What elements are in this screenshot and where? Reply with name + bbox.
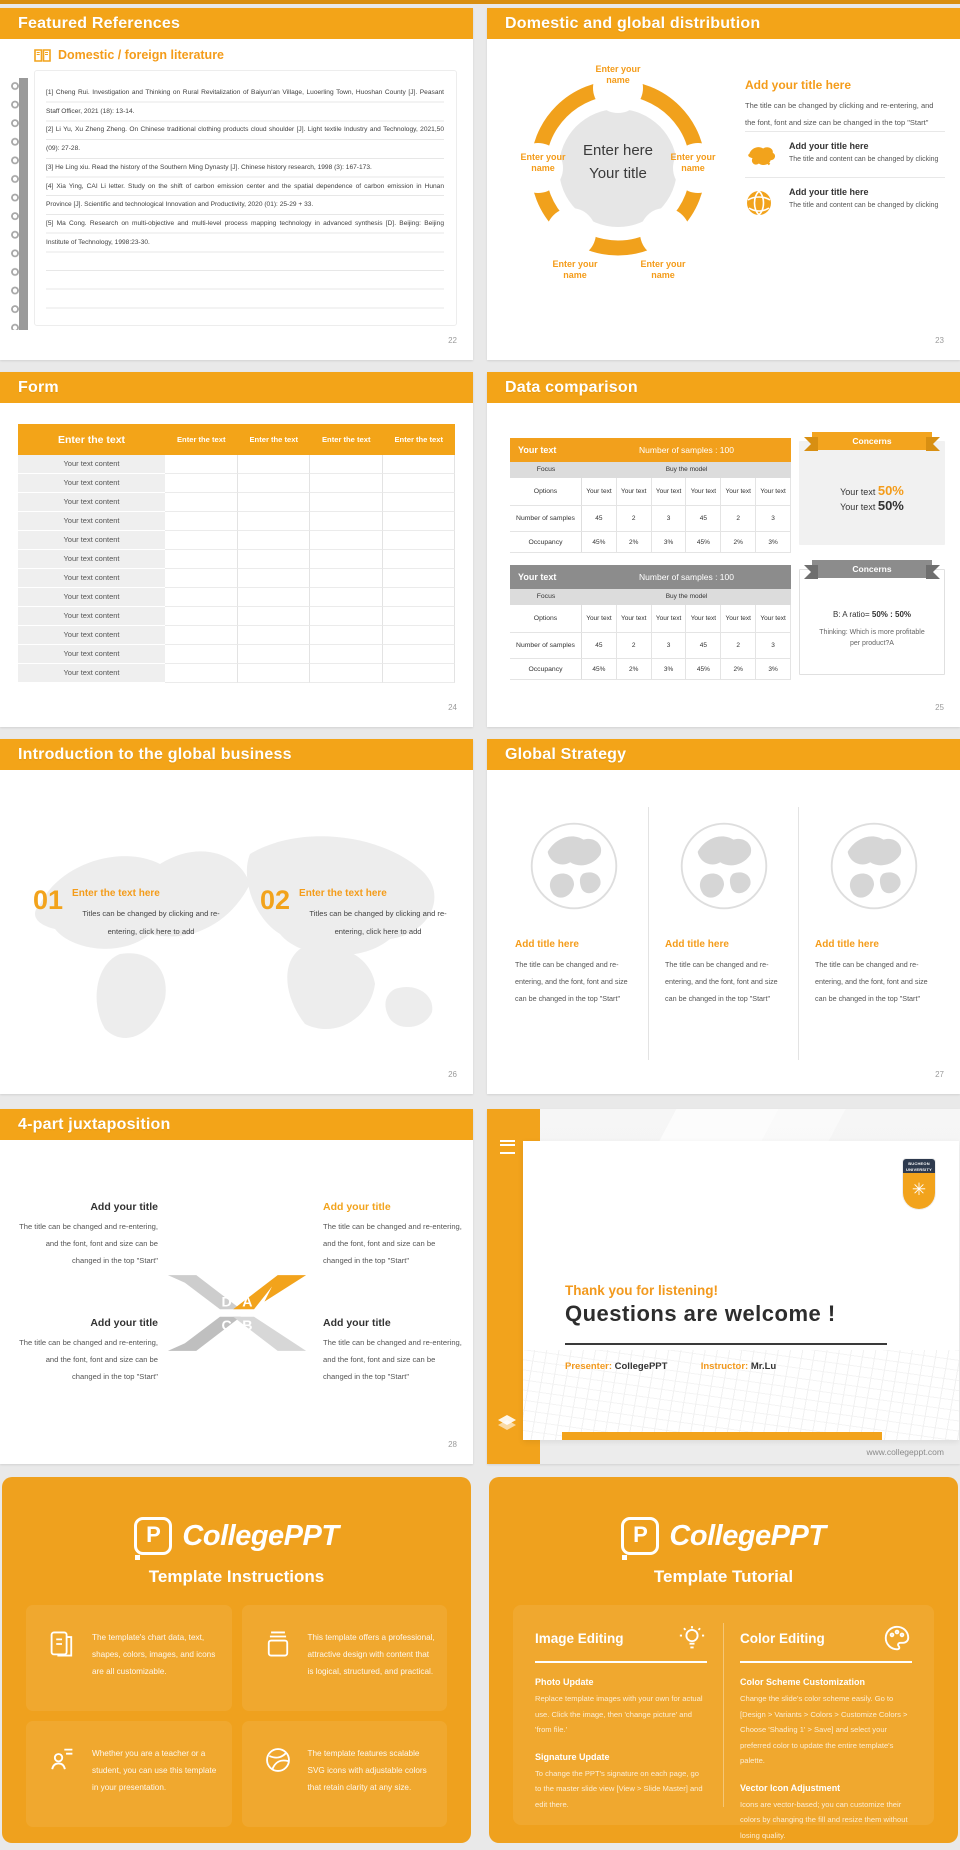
empty-cell (165, 569, 238, 588)
sample-cell: 3 (756, 506, 791, 531)
right-text-panel (745, 78, 945, 225)
row-label-cell: Your text content (18, 474, 165, 493)
empty-cell (238, 664, 311, 683)
form-table (18, 424, 455, 683)
page-number: 22 (448, 336, 457, 345)
concerns-ribbon: Concerns (812, 432, 932, 450)
table-row (18, 455, 455, 474)
empty-cell (383, 550, 456, 569)
item-body: The title and content can be changed by clicking (789, 156, 939, 163)
sample-cell: 3 (756, 633, 791, 658)
empty-cell (310, 455, 383, 474)
palette-icon (882, 1623, 912, 1653)
dribbble-ball-icon (264, 1745, 294, 1817)
item-number: 01 (33, 885, 64, 915)
option-cell: Your text (652, 605, 687, 632)
numbered-item (260, 885, 457, 940)
empty-cell (238, 626, 311, 645)
options-row: Options Your text Your text Your text Your text Your text Your text (510, 605, 791, 633)
slide-title: Data comparison (505, 379, 638, 396)
empty-cell (383, 607, 456, 626)
table-header-row (18, 424, 455, 455)
item-body: The title and content can be changed by clicking (789, 202, 939, 209)
slide-title: Form (18, 379, 59, 396)
column-body: The title can be changed and re-entering, and the font, font and size can be changed in the top "Start" (515, 960, 628, 1003)
page-number: 23 (935, 336, 944, 345)
color-editing-column: Color Editing Color Scheme Customization Change the slide's color scheme easily. Go to [Design > Variants > Colors > Customize Colors > Choose 'Shading 1' > Save] and select your preferred color to update the entire template's palette. Vector Icon Adjustment Icons are vector-based; you can customize their colors by changing the fill and resize them without losing quality. (723, 1623, 928, 1807)
slide-title: 4-part juxtaposition (18, 1116, 171, 1133)
table-header-cell: Enter the text (394, 435, 444, 444)
item-heading: Add your title here (789, 187, 869, 197)
table-row (18, 607, 455, 626)
row-label-cell: Your text content (18, 588, 165, 607)
sample-cell: 3 (652, 506, 687, 531)
slide-title: Domestic and global distribution (505, 15, 761, 32)
reference-entry: [4] Xia Ying, CAI Li letter. Study on the shift of carbon emission center and the spatial dependence of carbon emission in Hunan Province [J]. Scientific and technological Innovation and Productivity, 2020 (01): 25-29 + 33. (46, 182, 444, 209)
item-body: Titles can be changed by clicking and re-entering, click here to add (309, 909, 447, 936)
option-cell: Your text (756, 478, 791, 505)
content-card (523, 1141, 959, 1440)
occupancy-cell: 45% (686, 532, 721, 552)
divider-rule (565, 1343, 887, 1345)
concerns-box-1: Concerns Your text 50% Your text 50% (799, 432, 945, 545)
empty-cell (310, 569, 383, 588)
option-cell: Your text (652, 478, 687, 505)
globe-image (527, 819, 621, 913)
empty-cell (310, 474, 383, 493)
diagram-node-label: Enter your name (595, 64, 641, 85)
column-heading: Add title here (515, 939, 579, 950)
header-cell: Number of samples : 100 (639, 445, 734, 455)
reference-list (46, 84, 444, 319)
row-label-cell: Your text content (18, 664, 165, 683)
focus-row: Focus Buy the model (510, 462, 791, 478)
empty-cell (310, 493, 383, 512)
item-body: Titles can be changed by clicking and re-entering, click here to add (82, 909, 220, 936)
empty-cell (165, 455, 238, 474)
row-label-cell: Your text content (18, 550, 165, 569)
option-cell: Your text (582, 605, 617, 632)
template-instructions-panel (2, 1477, 471, 1843)
diagram-node-label: Enter your name (552, 259, 598, 280)
globe-image (827, 819, 921, 913)
instruction-items (26, 1605, 447, 1827)
page-number: 26 (448, 1070, 457, 1079)
spiral-binding-icon (8, 78, 30, 330)
occupancy-cell: 3% (652, 532, 687, 552)
occupancy-cell: 2% (721, 659, 756, 679)
presenter-line: Presenter: CollegePPT Instructor: Mr.Lu (565, 1361, 777, 1372)
tutorial-box (513, 1605, 934, 1840)
comparison-table-2 (510, 565, 791, 680)
empty-cell (165, 607, 238, 626)
p-logo-icon: P (134, 1517, 172, 1555)
empty-cell (238, 550, 311, 569)
empty-cell (238, 645, 311, 664)
occupancy-cell: 45% (686, 659, 721, 679)
option-cell: Your text (617, 605, 652, 632)
table-row (18, 512, 455, 531)
slide-title-bar (0, 1109, 473, 1140)
occupancy-row: Occupancy 45% 2% 3% 45% 2% 3% (510, 532, 791, 553)
row-label-cell: Your text content (18, 569, 165, 588)
empty-cell (238, 474, 311, 493)
sample-cell: 2 (721, 633, 756, 658)
samples-row: Number of samples 45 2 3 45 2 3 (510, 506, 791, 532)
empty-cell (238, 569, 311, 588)
panel-title: Template Tutorial (653, 1567, 794, 1586)
column-body: The title can be changed and re-entering, and the font, font and size can be changed in the top "Start" (665, 960, 778, 1003)
page-number: 24 (448, 703, 457, 712)
strategy-column (499, 807, 648, 1060)
empty-cell (165, 645, 238, 664)
empty-cell (383, 474, 456, 493)
strategy-columns (499, 807, 948, 1060)
reference-entry: [5] Ma Cong. Research on multi-objective and multi-level process mapping technology in advanced synthesis [D]. Beijing: Beijing Institute of Technology, 1998:23-30. (46, 219, 444, 246)
table-row (18, 550, 455, 569)
teacher-item: Whether you are a teacher or a student, you can use this template in your presentation. (26, 1721, 232, 1827)
option-cell: Your text (686, 605, 721, 632)
slide-22-featured-references (0, 8, 473, 360)
x-ribbon-diagram (166, 1271, 308, 1355)
sample-cell: 2 (617, 633, 652, 658)
header-cell: Your text (518, 445, 557, 455)
occupancy-cell: 3% (756, 659, 791, 679)
empty-cell (165, 626, 238, 645)
panel-item (745, 177, 945, 225)
table-row (18, 493, 455, 512)
concerns-box-2: Concerns B: A ratio= 50% : 50% Thinking: Which is more profitable per product?A (799, 560, 945, 675)
table-row (18, 664, 455, 683)
panel-body: The title can be changed by clicking and re-entering, and the font, font and size can be changed in the top "Start" (745, 101, 934, 127)
diagram-node-label: Enter your name (520, 152, 566, 173)
table-row (18, 531, 455, 550)
slide-title-bar (0, 739, 473, 770)
top-edge-strip (0, 0, 960, 4)
empty-cell (165, 512, 238, 531)
empty-cell (310, 531, 383, 550)
instruction-item: The template's chart data, text, shapes, colors, images, and icons are all customizable. (26, 1605, 232, 1711)
occupancy-cell: 45% (582, 659, 617, 679)
table-row (18, 645, 455, 664)
empty-cell (383, 626, 456, 645)
image-editing-column: Image Editing Photo Update Replace template images with your own for actual use. Click the image, then 'change picture' and 'from file.' Signature Update To change the PPT's signature on each page, go to the master slide view [View > Slide Master] and edit there. (519, 1623, 723, 1807)
table-row (18, 626, 455, 645)
slide-title-bar (487, 739, 960, 770)
option-cell: Your text (582, 478, 617, 505)
collegeppt-logo: P CollegePPT (2, 1517, 471, 1555)
row-label-cell: Your text content (18, 607, 165, 626)
questions-heading: Questions are welcome ! (565, 1301, 836, 1326)
table-row (18, 569, 455, 588)
row-label-cell: Your text content (18, 512, 165, 531)
concerns-ribbon: Concerns (812, 560, 932, 578)
empty-cell (383, 455, 456, 474)
empty-cell (310, 550, 383, 569)
empty-cell (383, 588, 456, 607)
empty-cell (310, 664, 383, 683)
slide-24-form (0, 372, 473, 727)
briefcase-icon (264, 1629, 294, 1701)
slide-29-thank-you (487, 1109, 960, 1464)
strategy-column (798, 807, 948, 1060)
empty-cell (383, 531, 456, 550)
table-row (18, 588, 455, 607)
empty-cell (238, 607, 311, 626)
china-map-icon (745, 141, 779, 169)
header-cell: Your text (518, 572, 557, 582)
open-book-icon (34, 49, 51, 62)
empty-cell (165, 588, 238, 607)
slide-23-domestic-global-distribution (487, 8, 960, 360)
slide-26-introduction-global-business (0, 739, 473, 1094)
panel-item (745, 131, 945, 177)
item-heading: Enter the text here (299, 888, 387, 899)
empty-cell (310, 512, 383, 531)
item-heading: Enter the text here (72, 888, 160, 899)
option-cell: Your text (617, 478, 652, 505)
empty-cell (165, 664, 238, 683)
sample-cell: 3 (652, 633, 687, 658)
empty-cell (238, 455, 311, 474)
slide-28-four-part-juxtaposition (0, 1109, 473, 1464)
sample-cell: 45 (582, 506, 617, 531)
option-cell: Your text (721, 478, 756, 505)
sample-cell: 45 (686, 506, 721, 531)
bottom-orange-strip (562, 1432, 882, 1440)
empty-cell (383, 493, 456, 512)
globe-image (677, 819, 771, 913)
p-logo-icon: P (621, 1517, 659, 1555)
sample-cell: 45 (686, 633, 721, 658)
option-cell: Your text (686, 478, 721, 505)
empty-cell (165, 531, 238, 550)
empty-cell (238, 512, 311, 531)
option-cell: Your text (721, 605, 756, 632)
diagram-center-label: Enter here Your title (582, 142, 654, 182)
letter-c: C (221, 1318, 232, 1335)
empty-cell (165, 474, 238, 493)
quadrant-bottom-right: Add your title The title can be changed and re-entering, and the font, font and size can be changed in the top "Start" (323, 1317, 462, 1381)
letter-b: B (242, 1318, 253, 1335)
options-row: Options Your text Your text Your text Your text Your text Your text (510, 478, 791, 506)
briefcase-icon-item: This template offers a professional, attractive design with content that is logical, structured, and practical. (242, 1605, 448, 1711)
slide-25-data-comparison (487, 372, 960, 727)
empty-cell (383, 645, 456, 664)
item-number: 02 (260, 885, 291, 915)
slide-title-bar (0, 8, 473, 39)
comparison-table-1 (510, 438, 791, 553)
reference-entry: [1] Cheng Rui. Investigation and Thinking on Rural Revitalization of Baiyun'an Village, Luoerling Town, Huoshan County [J]. Peasant Staff Officer, 2021 (18): 13-14. (46, 89, 444, 115)
empty-cell (238, 588, 311, 607)
panel-title: Template Instructions (148, 1567, 325, 1586)
template-tutorial-panel (489, 1477, 958, 1843)
sample-cell: 2 (617, 506, 652, 531)
table-header-cells (165, 435, 455, 444)
empty-cell (238, 493, 311, 512)
column-heading: Add title here (665, 939, 729, 950)
empty-cell (165, 550, 238, 569)
collegeppt-logo: P CollegePPT (489, 1517, 958, 1555)
focus-row: Focus Buy the model (510, 589, 791, 605)
column-body: The title can be changed and re-entering, and the font, font and size can be changed in the top "Start" (815, 960, 928, 1003)
diagram-node-label: Enter your name (640, 259, 686, 280)
globe-icon (745, 187, 779, 217)
empty-cell (383, 664, 456, 683)
table-header-cell: Enter the text (57, 433, 126, 446)
university-shield-logo: BUCHEON UNIVERSITY ✳ (903, 1159, 935, 1209)
table-header-cell: Enter the text (249, 435, 299, 444)
header-cell: Number of samples : 100 (639, 572, 734, 582)
table-header-cell: Enter the text (321, 435, 371, 444)
table-header-row (510, 438, 791, 462)
empty-cell (310, 645, 383, 664)
slide-title-bar (0, 372, 473, 403)
page-number: 27 (935, 1070, 944, 1079)
sample-cell: 45 (582, 633, 617, 658)
occupancy-cell: 2% (721, 532, 756, 552)
numbered-item (33, 885, 230, 940)
section-heading-row (34, 48, 224, 62)
occupancy-cell: 3% (756, 532, 791, 552)
column-heading: Add title here (815, 939, 879, 950)
slide-title-bar (487, 372, 960, 403)
hamburger-icon (500, 1140, 515, 1154)
lightbulb-icon (677, 1623, 707, 1653)
letter-d: D (221, 1294, 232, 1311)
row-label-cell: Your text content (18, 626, 165, 645)
slide-title-bar (487, 8, 960, 39)
empty-cell (383, 512, 456, 531)
row-label-cell: Your text content (18, 531, 165, 550)
empty-cell (310, 607, 383, 626)
person-card-icon (48, 1745, 78, 1817)
table-header-row (510, 565, 791, 589)
occupancy-cell: 2% (617, 532, 652, 552)
table-row (18, 474, 455, 493)
table-header-cell: Enter the text (176, 435, 226, 444)
reference-entry: [2] Li Yu, Xu Zheng Zheng. On Chinese traditional clothing products cloud shoulder [J]. Light textile Industry and Technology, 2021,50 (09): 27-28. (46, 126, 444, 153)
page-number: 28 (448, 1440, 457, 1449)
slide-title: Featured References (18, 15, 181, 32)
diagram-node-label: Enter your name (670, 152, 716, 173)
pages-icon (48, 1629, 78, 1701)
quadrant-bottom-left: Add your title The title can be changed and re-entering, and the font, font and size can be changed in the top "Start" (19, 1317, 158, 1381)
quadrant-top-right: Add your title The title can be changed and re-entering, and the font, font and size can be changed in the top "Start" (323, 1201, 462, 1265)
option-cell: Your text (756, 605, 791, 632)
website-url: www.collegeppt.com (866, 1447, 944, 1457)
section-heading: Domestic / foreign literature (58, 48, 225, 62)
row-label-cell: Your text content (18, 455, 165, 474)
panel-heading: Add your title here (745, 78, 852, 92)
layers-icon (498, 1415, 516, 1433)
svg-icons-item: The template features scalable SVG icons with adjustable colors that retain clarity at any size. (242, 1721, 448, 1827)
occupancy-cell: 45% (582, 532, 617, 552)
item-heading: Add your title here (789, 141, 869, 151)
letter-a: A (242, 1294, 253, 1311)
strategy-column (648, 807, 798, 1060)
page-number: 25 (935, 703, 944, 712)
reference-entry: [3] He Ling xiu. Read the history of the Southern Ming Dynasty [J]. Chinese history research, 1998 (3): 167-173. (46, 163, 372, 171)
slide-title: Introduction to the global business (18, 746, 292, 763)
row-label-cell: Your text content (18, 645, 165, 664)
sample-cell: 2 (721, 506, 756, 531)
slide-27-global-strategy (487, 739, 960, 1094)
occupancy-cell: 2% (617, 659, 652, 679)
thank-you-heading: Thank you for listening! (565, 1283, 719, 1298)
empty-cell (310, 588, 383, 607)
slide-title: Global Strategy (505, 746, 627, 763)
empty-cell (238, 531, 311, 550)
samples-row: Number of samples 45 2 3 45 2 3 (510, 633, 791, 659)
row-label-cell: Your text content (18, 493, 165, 512)
empty-cell (310, 626, 383, 645)
empty-cell (165, 493, 238, 512)
empty-cell (383, 569, 456, 588)
quadrant-top-left: Add your title The title can be changed and re-entering, and the font, font and size can be changed in the top "Start" (19, 1201, 158, 1265)
table-body (18, 455, 455, 683)
occupancy-row: Occupancy 45% 2% 3% 45% 2% 3% (510, 659, 791, 680)
occupancy-cell: 3% (652, 659, 687, 679)
